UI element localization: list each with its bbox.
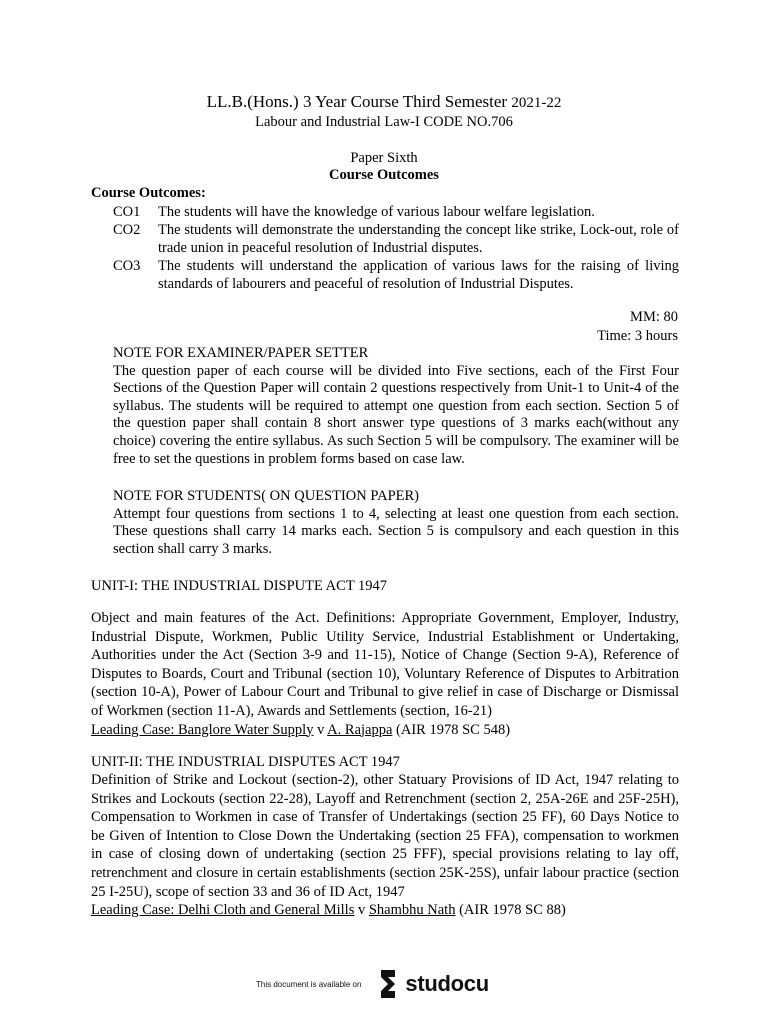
unit-2-title: UNIT-II: THE INDUSTRIAL DISPUTES ACT 1947 (91, 754, 400, 770)
list-item (113, 257, 679, 293)
case-citation: (AIR 1978 SC 548) (392, 721, 511, 738)
max-marks: MM: 80 (630, 309, 678, 325)
exam-time: Time: 3 hours (597, 328, 678, 344)
paper-number: Paper Sixth (350, 150, 418, 166)
course-outcomes-title: Course Outcomes (329, 167, 439, 183)
case-name: Leading Case: Delhi Cloth and General Mills (91, 902, 355, 919)
course-outcomes-heading: Course Outcomes: (91, 185, 206, 201)
unit-1-text: Object and main features of the Act. Definitions: Appropriate Government, Employer, Industry, Industrial Dispute, Workmen, Public Utility Service, Industrial Establishment or Undertaking, Authorities under the Act (Section 3-9 and 11-15), Notice of Change (Section 9-A), Reference of Disputes to Boards, Court and Tribunal (section 10), Voluntary Reference of Disputes to Arbitration (section 10-A), Power of Labour Court and Tribunal to give relief in case of Discharge or Dismissal of Workmen (section 11-A), Awards and Settlements (section, 16-21) (91, 610, 679, 719)
unit-1-title: UNIT-I: THE INDUSTRIAL DISPUTE ACT 1947 (91, 578, 388, 594)
academic-year: 2021-22 (511, 95, 562, 111)
outcome-id: CO3 (113, 258, 141, 274)
unit-1-body (91, 609, 679, 739)
case-party: Shambhu Nath (368, 902, 456, 919)
case-party: A. Rajappa (327, 721, 393, 738)
course-outcomes-list (113, 203, 679, 293)
unit-2-case: Leading Case: Delhi Cloth and General Mills v Shambhu Nath (AIR 1978 SC 88) (91, 902, 566, 919)
list-item (113, 203, 679, 221)
examiner-note-heading: NOTE FOR EXAMINER/PAPER SETTER (113, 345, 369, 361)
footer-banner[interactable] (256, 968, 489, 1000)
outcome-id: CO2 (113, 222, 141, 238)
students-note-heading: NOTE FOR STUDENTS( ON QUESTION PAPER) (113, 488, 419, 504)
course-subtitle: Labour and Industrial Law-I CODE NO.706 (255, 114, 513, 130)
examiner-note (113, 345, 679, 468)
unit-2-text: Definition of Strike and Lockout (section-2), other Statuary Provisions of ID Act, 1947 relating to Strikes and Lockouts (section 22-28), Layoff and Retrenchment (section 2, 25A-26E and 25F-25H), Compensation to Workmen in case of Transfer of Undertakings (section 25 FF), 60 Days Notice to be Given of Intention to Close Down the Undertaking (section 25 FFA), compensation to workmen in case of closing down of undertaking (section 25 FFF), special provisions relating to lay off, retrenchment and closure in certain establishments (section 25K-25S), unfair labour practice (section 25 I-25U), scope of section 33 and 36 of ID Act, 1947 (91, 772, 679, 900)
students-note (113, 488, 679, 558)
unit-1-case: Leading Case: Banglore Water Supply v A. Rajappa (AIR 1978 SC 548) (91, 721, 511, 738)
outcome-text: The students will demonstrate the understanding the concept like strike, Lock-out, role of trade union in peaceful resolution of Industrial disputes. (158, 222, 679, 256)
case-citation: (AIR 1978 SC 88) (455, 902, 566, 919)
examiner-note-text: The question paper of each course will be divided into Five sections, each of the First Four Sections of the Question Paper will contain 2 questions respectively from Unit-1 to Unit-4 of the syllabus. The students will be required to attempt one question from each section. Section 5 of the question paper shall contain 8 short answer type questions of 3 marks each(without any choice) covering the entire syllabus. As such Section 5 will be compulsory. The examiner will be free to set the questions in problem forms based on case law. (113, 362, 679, 467)
outcome-text: The students will have the knowledge of various labour welfare legislation. (158, 204, 595, 220)
unit-2-body (91, 771, 679, 920)
outcome-text: The students will understand the application of various laws for the raising of living standards of labourers and peaceful of resolution of Industrial Disputes. (158, 258, 679, 292)
studocu-brand: studocu (405, 971, 489, 996)
outcome-id: CO1 (113, 204, 141, 220)
students-note-text: Attempt four questions from sections 1 to 4, selecting at least one question from each section. These questions shall carry 14 marks each. Section 5 is compulsory and each question in this section shall carry 3 marks. (113, 505, 679, 557)
case-name: Leading Case: Banglore Water Supply (91, 721, 314, 738)
studocu-logo-icon (375, 968, 401, 1000)
availability-text: This document is available on (256, 979, 362, 989)
list-item (113, 221, 679, 257)
document-title: LL.B.(Hons.) 3 Year Course Third Semester 2021-22 (206, 92, 562, 111)
